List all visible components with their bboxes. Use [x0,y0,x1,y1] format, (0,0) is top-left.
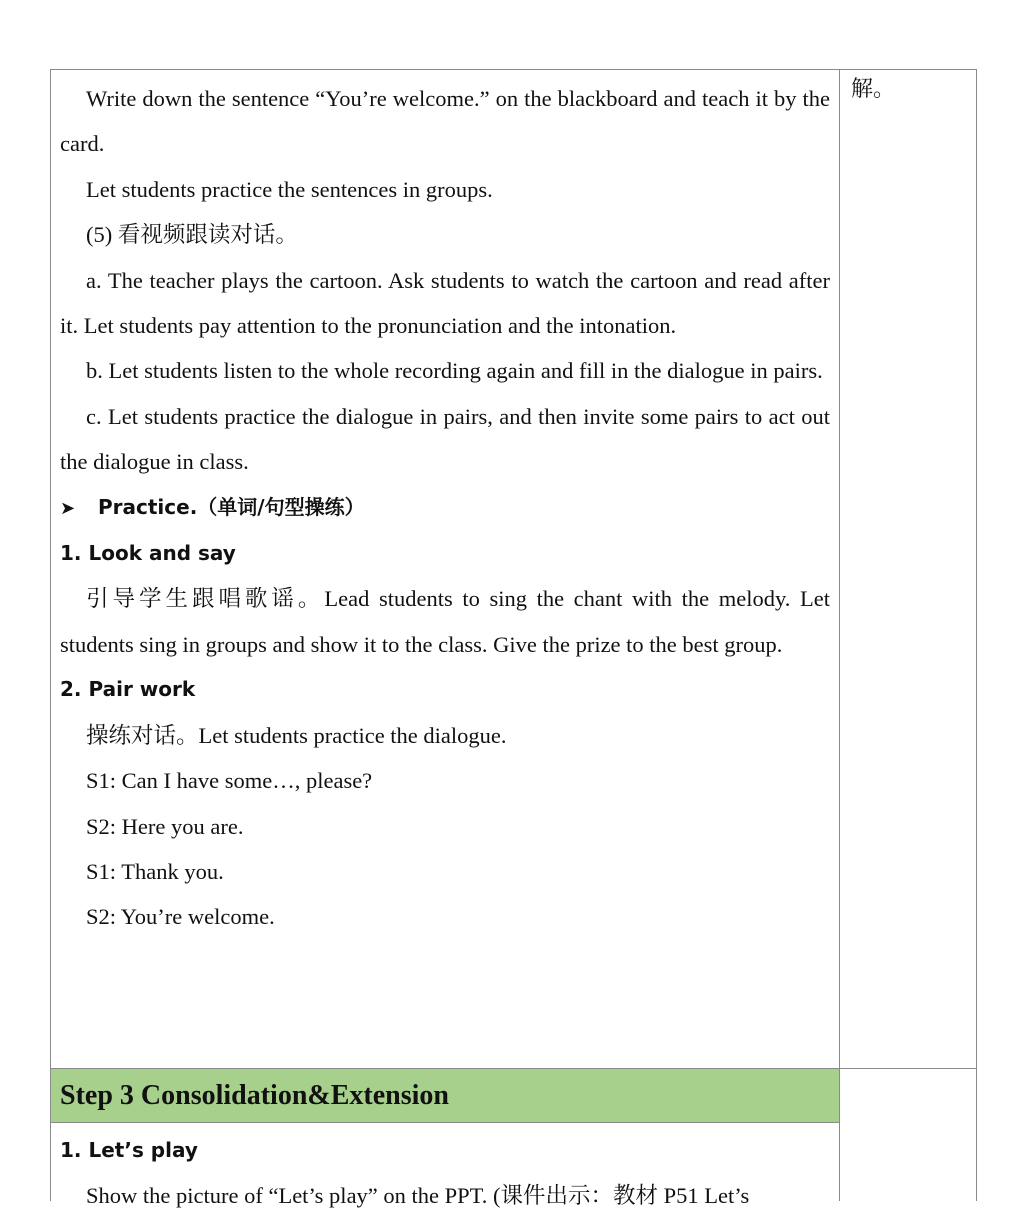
main-cell [60,76,830,940]
side-cell-text: 解。 [851,76,896,101]
paragraph-write-down: Write down the sentence “You’re welcome.” on the blackboard and teach it by the card. [60,86,830,157]
look-and-say-heading: 1. Look and say [60,541,236,566]
lets-play-heading: 1. Let’s play [60,1138,198,1162]
paragraph-video-heading: (5) 看视频跟读对话。 [86,222,298,248]
pair-work-intro: 操练对话。Let students practice the dialogue. [86,722,507,748]
column-divider [839,69,840,1201]
table-top-border [50,69,977,70]
paragraph-b: b. Let students listen to the whole recording again and fill in the dialogue in pairs. [86,358,823,384]
look-and-say-text: 引导学生跟唱歌谣。Lead students to sing the chant with the melody. Let students sing in groups and show it to the class. Give the prize to the best group. [60,586,830,657]
dialogue-line: S1: Thank you. [86,858,224,884]
dialogue-line: S2: You’re welcome. [86,904,275,930]
dialogue-line: S1: Can I have some…, please? [86,768,373,794]
practice-heading [60,485,830,531]
paragraph-practice-groups: Let students practice the sentences in groups. [86,176,493,202]
table-right-border [976,69,977,1201]
practice-heading-text: Practice.（单词/句型操练） [98,494,365,519]
step3-content [60,1128,830,1219]
lets-play-text: Show the picture of “Let’s play” on the PPT. (课件出示：教材 P51 Let’s [86,1183,750,1209]
table-left-border [50,69,51,1201]
paragraph-a: a. The teacher plays the cartoon. Ask students to watch the cartoon and read after it. Let students pay attention to the pronunciation and the intonation. [60,267,830,339]
pair-work-heading: 2. Pair work [60,677,196,702]
dialogue-line: S2: Here you are. [86,813,244,839]
arrow-bullet-icon: ➤ [60,497,76,519]
paragraph-c: c. Let students practice the dialogue in pairs, and then invite some pairs to act out the dialogue in class. [60,403,830,475]
step-bar-bottom-border [50,1122,840,1123]
step-title: Step 3 Consolidation&Extension [60,1080,449,1111]
